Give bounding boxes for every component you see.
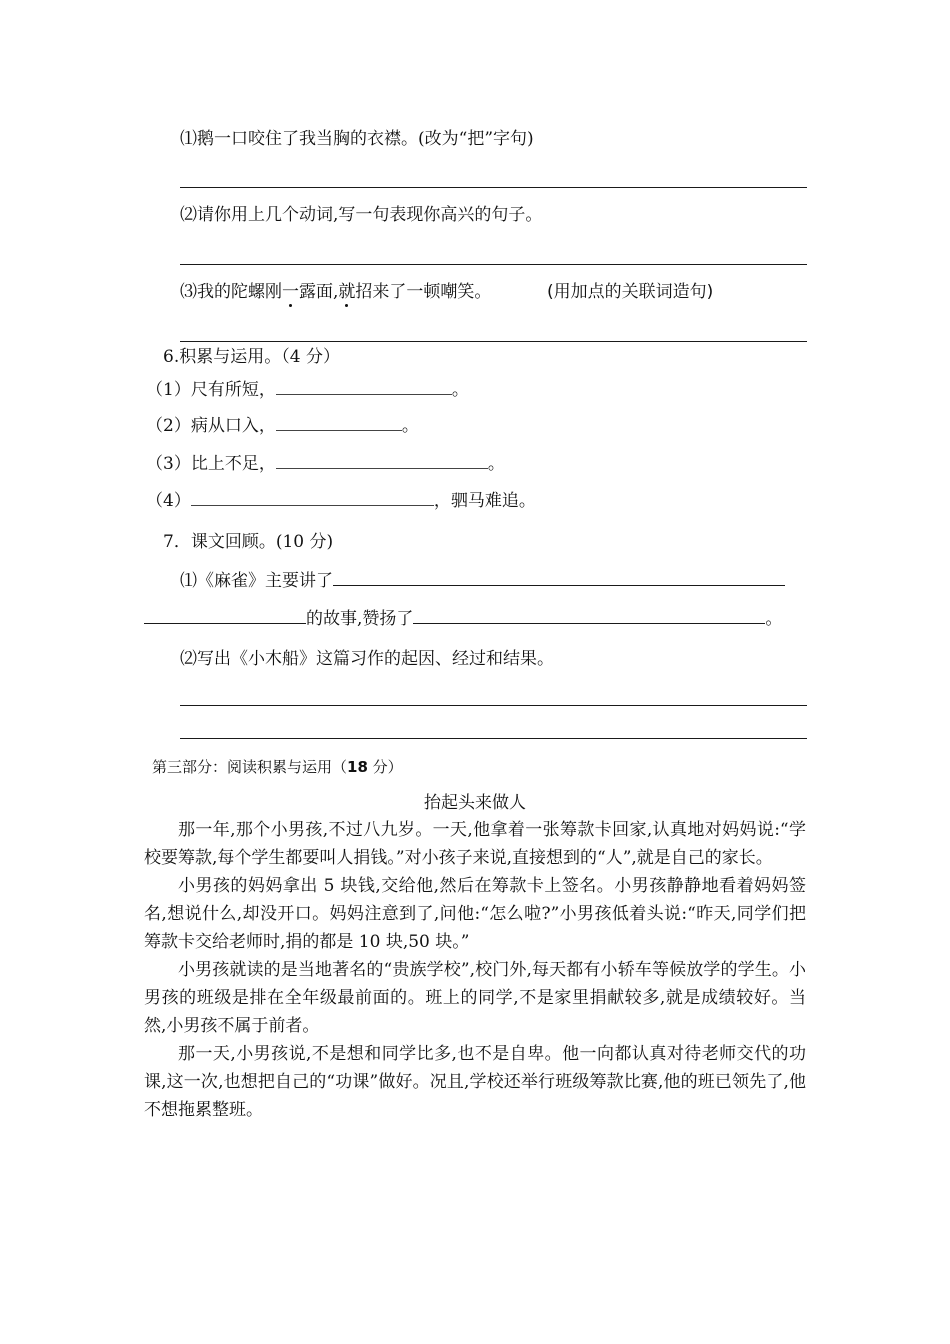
- q5-sentence-1: ⑴鹅一口咬住了我当胸的衣襟。(改为“把”字句): [180, 129, 534, 149]
- q6-item-3: [146, 452, 505, 476]
- answer-line-q7-2b[interactable]: [180, 738, 807, 739]
- answer-line-q5-2[interactable]: [180, 264, 807, 265]
- answer-line-q7-2a[interactable]: [180, 705, 807, 706]
- q6-item-2: [146, 414, 419, 438]
- q6-item-4-post: ，驷马难追。: [433, 491, 536, 511]
- reading-title: 抬起头来做人: [424, 793, 526, 813]
- q5-s3-mid: 露面,: [299, 282, 339, 302]
- fill-blank-q6-4[interactable]: [191, 489, 434, 506]
- q6-heading: 6.积累与运用。（4 分）: [163, 347, 340, 367]
- answer-line-q5-1[interactable]: [180, 187, 807, 188]
- q7-s1-text: ⑴《麻雀》主要讲了: [180, 571, 333, 591]
- part3-heading: [152, 756, 403, 778]
- q5-s3-post: 招来了一顿嘲笑。: [355, 282, 492, 302]
- q6-item-2-end: 。: [401, 416, 419, 436]
- q7-sentence-2: ⑵写出《小木船》这篇习作的起因、经过和结果。: [180, 649, 554, 669]
- fill-blank-q6-1[interactable]: [276, 378, 452, 395]
- part3-heading-post: 分）: [367, 758, 403, 776]
- q6-item-4-text: （4）: [146, 491, 191, 511]
- paragraph-4: 那一天,小男孩说,不是想和同学比多,也不是自卑。他一向都认真对待老师交代的功课,这一次,也想把自己的“功课”做好。况且,学校还举行班级筹款比赛,他的班已领先了,他不想拖累整班。: [144, 1044, 806, 1120]
- q5-s3-hint: (用加点的关联词造句): [547, 282, 714, 302]
- reading-passage: [144, 816, 806, 1124]
- fill-blank-q7-1c[interactable]: [413, 607, 765, 624]
- fill-blank-q6-3[interactable]: [276, 452, 488, 469]
- q6-item-2-text: （2）病从口入，: [146, 416, 276, 436]
- answer-line-q5-3[interactable]: [180, 341, 807, 342]
- fill-blank-q7-1a[interactable]: [333, 569, 785, 586]
- q7-s1b-mid: 的故事,赞扬了: [306, 609, 414, 629]
- paragraph-1: 那一年,那个小男孩,不过八九岁。一天,他拿着一张筹款卡回家,认真地对妈妈说:“学校要筹款,每个学生都要叫人捐钱。”对小孩子来说,直接想到的“人”,就是自己的家长。: [144, 820, 806, 868]
- q5-sentence-3: [180, 280, 491, 304]
- fill-blank-q6-2[interactable]: [276, 414, 402, 431]
- q7-s1b-end: 。: [765, 609, 783, 629]
- q6-item-1: [146, 378, 469, 402]
- part3-heading-pre: 第三部分：阅读积累与运用（: [152, 758, 348, 776]
- q5-s3-pre: ⑶我的陀螺刚: [180, 282, 282, 302]
- emphasis-dot-jiu: 就: [338, 282, 356, 302]
- paragraph-2: 小男孩的妈妈拿出 5 块钱,交给他,然后在筹款卡上签名。小男孩静静地看着妈妈签名,想说什么,却没开口。妈妈注意到了,问他:“怎么啦?”小男孩低着头说:“昨天,同学们把筹款卡交给老师时,捐的都是 10 块,50 块。”: [144, 876, 806, 952]
- fill-blank-q7-1b[interactable]: [144, 607, 306, 624]
- q6-item-4: [146, 489, 536, 513]
- q6-item-3-end: 。: [487, 454, 505, 474]
- q6-item-1-end: 。: [451, 380, 469, 400]
- emphasis-dot-yi: 一: [282, 282, 299, 302]
- paragraph-3: 小男孩就读的是当地著名的“贵族学校”,校门外,每天都有小轿车等候放学的学生。小男孩的班级是排在全年级最前面的。班上的同学,不是家里捐献较多,就是成绩较好。当然,小男孩不属于前者。: [144, 960, 806, 1036]
- part3-heading-num: 18: [347, 758, 368, 776]
- q7-heading: 7．课文回顾。(10 分): [163, 532, 334, 552]
- q7-sentence-1: [180, 569, 785, 593]
- q6-item-3-text: （3）比上不足，: [146, 454, 276, 474]
- q7-sentence-1b: [144, 607, 782, 631]
- q6-item-1-text: （1）尺有所短，: [146, 380, 276, 400]
- q5-sentence-2: ⑵请你用上几个动词,写一句表现你高兴的句子。: [180, 205, 543, 225]
